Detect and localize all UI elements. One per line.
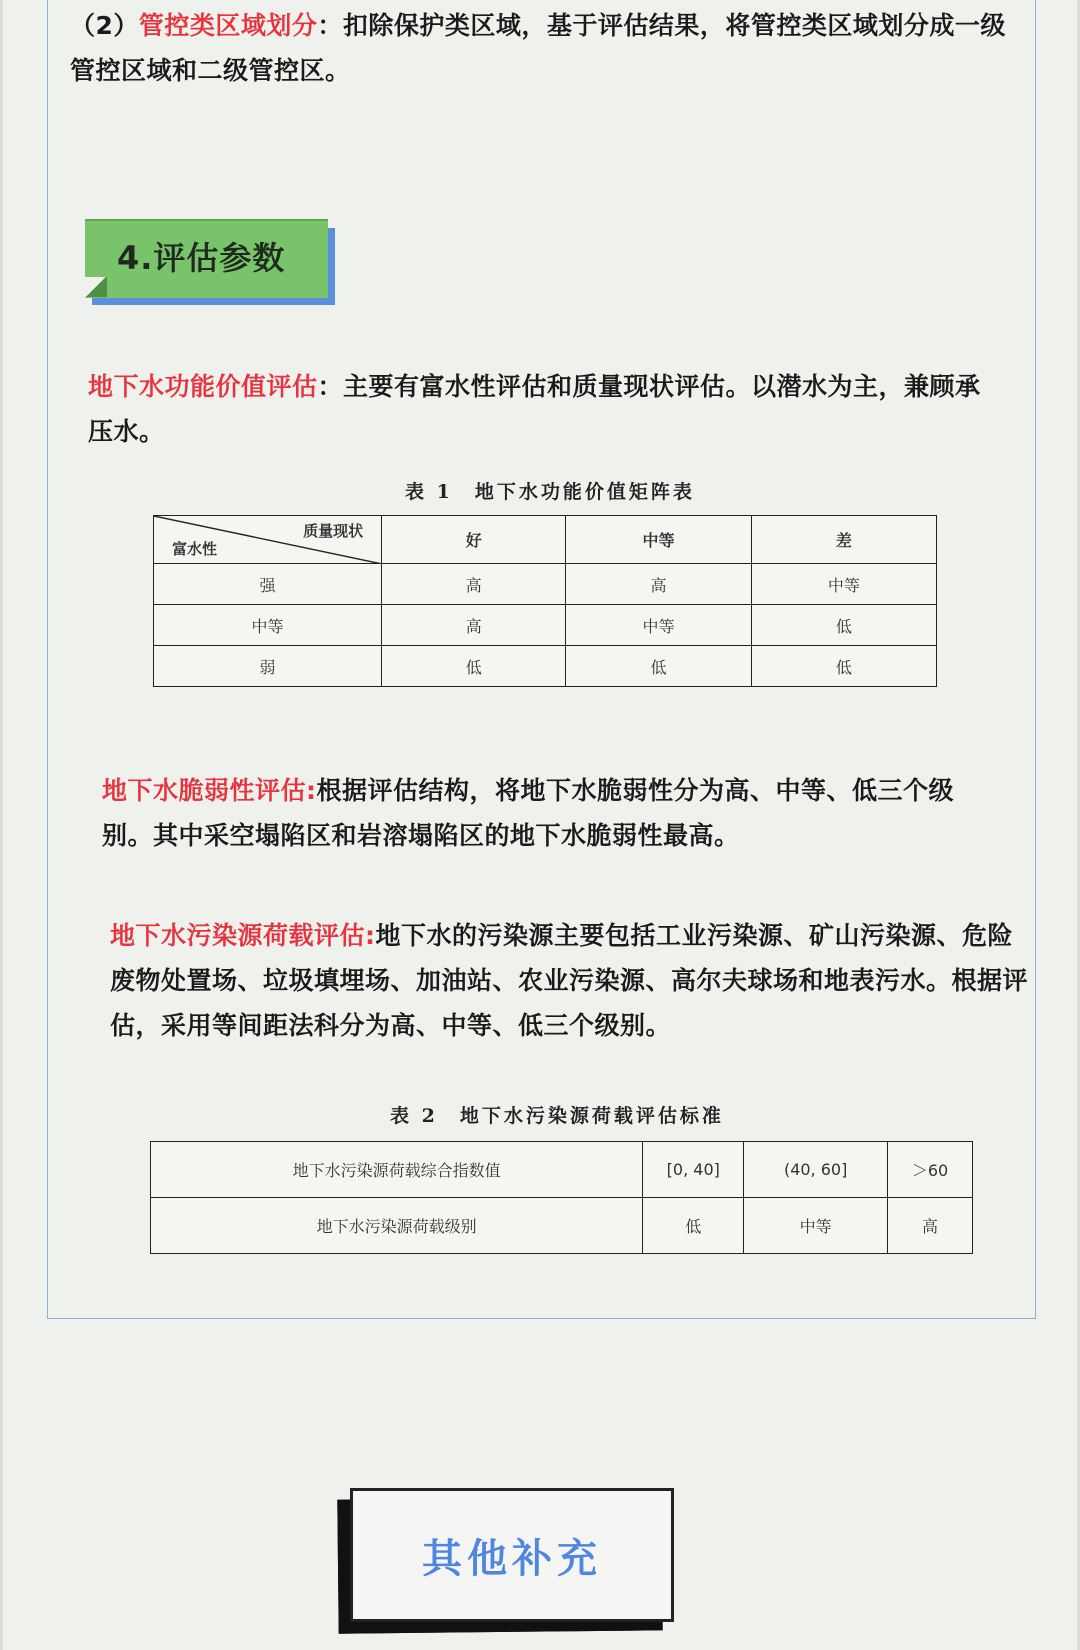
corner-bottom-label: 富水性 [172, 540, 218, 558]
table-cell: 高 [382, 605, 566, 646]
pollution-load-table [150, 1141, 973, 1254]
table-row [154, 646, 937, 687]
table-row [154, 564, 937, 605]
row-header: 中等 [154, 605, 382, 646]
table-cell: 高 [888, 1198, 973, 1254]
section-tag-fold [85, 277, 107, 297]
column-header: 差 [751, 516, 936, 564]
function-value-table [153, 515, 937, 687]
vulnerability-heading: 地下水脆弱性评估: [102, 776, 317, 805]
more-info-button-wrapper [338, 1488, 674, 1638]
pollution-text: 地下水的污染源主要包括工业污染源、矿山污染源、危险废物处置场、垃圾填埋场、加油站、农业污染源、高尔夫球场和地表污水。根据评估，采用等间距法科分为高、中等、低三个级别。 [110, 921, 1029, 1040]
table-cell: ＞60 [888, 1142, 973, 1198]
pollution-paragraph [110, 913, 1030, 1048]
table-cell: 低 [643, 1198, 744, 1254]
table-cell: 中等 [744, 1198, 888, 1254]
table-cell: 低 [566, 646, 751, 687]
row-header: 强 [154, 564, 382, 605]
pollution-heading: 地下水污染源荷载评估: [110, 921, 376, 950]
zoning-text: ：扣除保护类区域，基于评估结果，将管控类区域划分成一级管控区域和二级管控区。 [70, 11, 1006, 85]
table1-caption: 表 1 地下水功能价值矩阵表 [405, 481, 695, 503]
table-row [151, 1198, 973, 1254]
corner-cell [154, 516, 382, 564]
table-header-row [154, 516, 937, 564]
table-cell: 中等 [751, 564, 936, 605]
function-value-text: ：主要有富水性评估和质量现状评估。以潜水为主，兼顾承压水。 [88, 372, 981, 446]
table2-caption: 表 2 地下水污染源荷载评估标准 [390, 1105, 724, 1127]
function-value-paragraph [88, 364, 988, 454]
section-title: 4.评估参数 [117, 239, 286, 277]
table-row [154, 605, 937, 646]
vulnerability-text: 根据评估结构，将地下水脆弱性分为高、中等、低三个级别。其中采空塌陷区和岩溶塌陷区的地下水脆弱性最高。 [102, 776, 955, 850]
table-cell: 高 [382, 564, 566, 605]
zoning-paragraph [70, 3, 1020, 93]
row-header: 弱 [154, 646, 382, 687]
row-header: 地下水污染源荷载综合指数值 [151, 1142, 643, 1198]
column-header: 中等 [566, 516, 751, 564]
zoning-prefix: （2） [70, 11, 139, 40]
more-info-button[interactable]: 其他补充 [350, 1488, 674, 1622]
table-cell: [0, 40] [643, 1142, 744, 1198]
table-cell: (40, 60] [744, 1142, 888, 1198]
vulnerability-paragraph [102, 768, 1002, 858]
section-tag [85, 219, 335, 305]
table-cell: 低 [751, 605, 936, 646]
table-cell: 低 [382, 646, 566, 687]
row-header: 地下水污染源荷载级别 [151, 1198, 643, 1254]
table-cell: 低 [751, 646, 936, 687]
function-value-heading: 地下水功能价值评估 [88, 372, 318, 401]
page-edge-left [0, 0, 3, 1650]
table-cell: 中等 [566, 605, 751, 646]
zoning-heading: 管控类区域划分 [138, 11, 318, 40]
column-header: 好 [382, 516, 566, 564]
table-row [151, 1142, 973, 1198]
table-cell: 高 [566, 564, 751, 605]
corner-top-label: 质量现状 [303, 522, 364, 540]
